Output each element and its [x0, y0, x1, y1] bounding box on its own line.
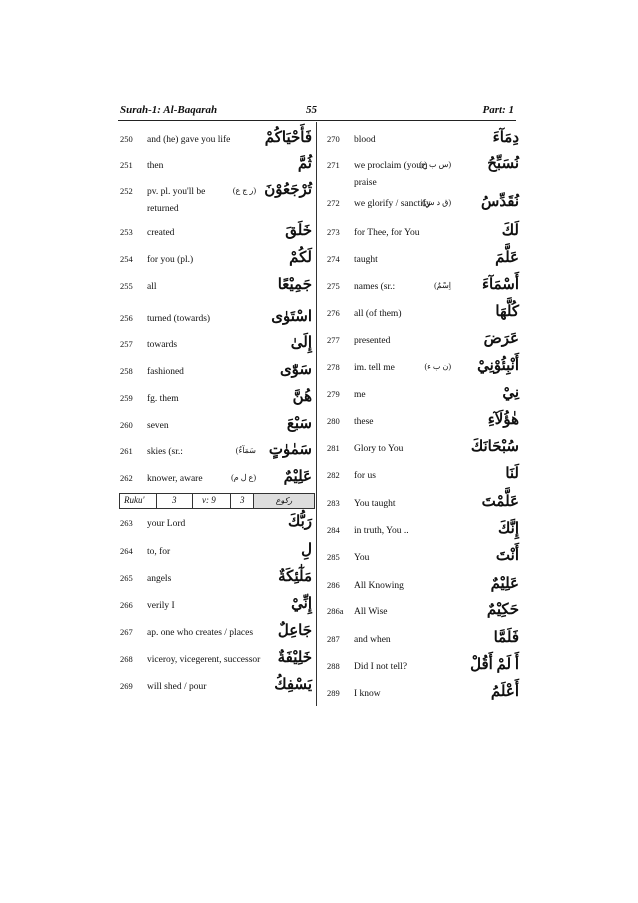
- entry-number: 253: [120, 227, 133, 237]
- entry-number: 268: [120, 654, 133, 664]
- entry-number: 274: [327, 254, 340, 264]
- ruku-arabic: رکوع: [254, 494, 314, 508]
- column-divider: [316, 122, 317, 706]
- vocab-row: [327, 521, 523, 545]
- arabic-word: إِلَىٰ: [290, 335, 312, 351]
- arabic-word: نُسَبِّحُ: [487, 156, 519, 172]
- vocab-row: [327, 194, 523, 218]
- english-meaning: Did I not tell?: [354, 662, 408, 672]
- root-letters: (ن ب ء): [424, 362, 451, 371]
- arabic-word: أَ لَمْ أَقُلْ: [470, 657, 519, 673]
- entry-number: 271: [327, 160, 340, 170]
- entry-number: 275: [327, 281, 340, 291]
- vocab-row: [327, 130, 523, 154]
- arabic-word: إِنِّيْ: [291, 596, 312, 612]
- vocab-row: [327, 156, 523, 188]
- arabic-word: أَسْمَآءَ: [481, 277, 519, 293]
- english-meaning: to, for: [147, 547, 171, 557]
- arabic-word: عَلِيْمٌ: [490, 576, 519, 592]
- vocab-row: [120, 416, 316, 440]
- page-header: [120, 104, 514, 120]
- english-meaning: fashioned: [147, 367, 184, 377]
- english-meaning: all (of them): [354, 309, 402, 319]
- arabic-word: نِيْ: [502, 385, 519, 401]
- english-meaning: will shed / pour: [147, 682, 207, 692]
- english-meaning: im. tell me: [354, 363, 395, 373]
- arabic-word: خَلِيْفَةٌ: [277, 650, 312, 666]
- entry-number: 262: [120, 473, 133, 483]
- vocab-row: [120, 389, 316, 413]
- english-meaning: You: [354, 553, 370, 563]
- vocab-row: [120, 130, 316, 154]
- vocab-row: [327, 250, 523, 274]
- english-meaning: verily I: [147, 601, 175, 611]
- entry-number: 279: [327, 389, 340, 399]
- vocab-row: [120, 442, 316, 466]
- arabic-word: تُرْجَعُوْنَ: [264, 182, 312, 198]
- arabic-word: اسْتَوٰى: [271, 309, 312, 325]
- arabic-word: عَرَضَ: [483, 331, 519, 347]
- arabic-word: مَلٰٓئِكَةٌ: [278, 569, 312, 585]
- part-label: Part: 1: [482, 104, 514, 116]
- entry-number: 283: [327, 498, 340, 508]
- vocab-row: [327, 576, 523, 600]
- entry-number: 261: [120, 446, 133, 456]
- vocab-row: [120, 677, 316, 701]
- vocab-row: [120, 250, 316, 274]
- ruku-number: 3: [240, 495, 245, 505]
- vocab-row: [120, 569, 316, 593]
- entry-number: 269: [120, 681, 133, 691]
- entry-number: 273: [327, 227, 340, 237]
- vocab-row: [120, 514, 316, 538]
- arabic-word: أَنْتَ: [495, 548, 519, 564]
- arabic-word: خَلَقَ: [285, 223, 312, 239]
- vocab-row: [327, 385, 523, 409]
- vocab-row: [120, 277, 316, 301]
- english-meaning: all: [147, 282, 157, 292]
- english-meaning: blood: [354, 135, 376, 145]
- entry-number: 287: [327, 634, 340, 644]
- english-meaning: presented: [354, 336, 391, 346]
- entry-number: 259: [120, 393, 133, 403]
- vocab-row: [120, 596, 316, 620]
- vocab-row: [327, 358, 523, 382]
- vocab-row: [327, 494, 523, 518]
- root-letters: (س ب ح): [419, 160, 451, 169]
- ruku-count: 3: [172, 495, 177, 505]
- arabic-word: سُبْحَانَكَ: [470, 439, 519, 455]
- arabic-word: أَنْبِئُوْنِيْ: [477, 358, 519, 374]
- arabic-word: لَكُمْ: [289, 250, 312, 266]
- vocab-row: [327, 657, 523, 681]
- english-meaning: You taught: [354, 499, 396, 509]
- arabic-word: هٰؤُلَآءِ: [487, 412, 519, 428]
- page-number: 55: [306, 104, 317, 116]
- entry-number: 260: [120, 420, 133, 430]
- english-meaning: skies (sr.:: [147, 447, 183, 457]
- vocab-row: [327, 630, 523, 654]
- english-meaning: your Lord: [147, 519, 186, 529]
- english-meaning: seven: [147, 421, 169, 431]
- entry-number: 263: [120, 518, 133, 528]
- ruku-separator: [156, 494, 157, 508]
- arabic-word: لِ: [301, 542, 312, 558]
- english-meaning: then: [147, 161, 164, 171]
- vocab-row: [120, 650, 316, 674]
- english-meaning: for us: [354, 471, 376, 481]
- entry-number: 286a: [327, 606, 344, 616]
- entry-number: 266: [120, 600, 133, 610]
- entry-number: 280: [327, 416, 340, 426]
- arabic-word: يَسْفِكُ: [274, 677, 312, 693]
- english-meaning: pv. pl. you'll be: [147, 187, 206, 197]
- vocab-row: [327, 331, 523, 355]
- arabic-word: عَلَّمَ: [495, 250, 519, 266]
- english-meaning: for Thee, for You: [354, 228, 420, 238]
- entry-number: 281: [327, 443, 340, 453]
- header-rule: [118, 120, 516, 121]
- entry-number: 276: [327, 308, 340, 318]
- arabic-word: ثُمَّ: [297, 156, 312, 172]
- vocab-row: [120, 469, 316, 493]
- arabic-word: سَبْعَ: [286, 416, 312, 432]
- english-meaning: ap. one who creates / places: [147, 628, 254, 638]
- vocab-row: [327, 466, 523, 490]
- vocab-row: [120, 182, 316, 214]
- english-meaning: we proclaim (your): [354, 161, 428, 171]
- english-meaning-cont: praise: [354, 178, 377, 188]
- entry-number: 282: [327, 470, 340, 480]
- entry-number: 288: [327, 661, 340, 671]
- root-letters: (ر ج ع): [232, 186, 256, 195]
- english-meaning: knower, aware: [147, 474, 203, 484]
- arabic-word: عَلِيْمٌ: [283, 469, 312, 485]
- english-meaning: taught: [354, 255, 378, 265]
- vocab-row: [120, 362, 316, 386]
- ruku-bar: [119, 493, 315, 509]
- vocab-row: [327, 602, 523, 626]
- entry-number: 254: [120, 254, 133, 264]
- arabic-word: لَنَا: [505, 466, 519, 482]
- arabic-word: هُنَّ: [292, 389, 312, 405]
- english-meaning: viceroy, vicegerent, successor: [147, 655, 261, 665]
- english-meaning: in truth, You ..: [354, 526, 409, 536]
- arabic-word: سَوّٰى: [279, 362, 312, 378]
- arabic-word: حَكِيْمٌ: [486, 602, 519, 618]
- entry-number: 286: [327, 580, 340, 590]
- english-meaning: All Knowing: [354, 581, 404, 591]
- ruku-separator: [192, 494, 193, 508]
- vocab-row: [120, 156, 316, 180]
- english-meaning: I know: [354, 689, 381, 699]
- english-meaning: Glory to You: [354, 444, 404, 454]
- english-meaning: fg. them: [147, 394, 179, 404]
- surah-title: Surah-1: Al-Baqarah: [120, 104, 218, 116]
- root-letters: (ق د س): [422, 198, 451, 207]
- ruku-verses: v: 9: [202, 495, 216, 505]
- arabic-word: جَمِيْعًا: [277, 277, 312, 293]
- vocab-row: [120, 223, 316, 247]
- root-letters: اِسْمٌ): [434, 281, 451, 290]
- vocab-row: [327, 223, 523, 247]
- english-meaning: for you (pl.): [147, 255, 194, 265]
- entry-number: 272: [327, 198, 340, 208]
- ruku-label: Ruku': [124, 495, 145, 505]
- english-meaning: created: [147, 228, 175, 238]
- arabic-word: عَلَّمْتَ: [481, 494, 519, 510]
- arabic-word: فَأَحْيَاكُمْ: [264, 130, 312, 146]
- arabic-word: كُلَّهَا: [495, 304, 519, 320]
- vocab-row: [120, 542, 316, 566]
- english-meaning: we glorify / sanctify: [354, 199, 431, 209]
- english-meaning: and (he) gave you life: [147, 135, 231, 145]
- root-letters: (ع ل م): [231, 473, 256, 482]
- entry-number: 255: [120, 281, 133, 291]
- entry-number: 250: [120, 134, 133, 144]
- english-meaning: names (sr.:: [354, 282, 396, 292]
- entry-number: 284: [327, 525, 340, 535]
- vocab-row: [120, 309, 316, 333]
- english-meaning: and when: [354, 635, 391, 645]
- arabic-word: دِمَآءَ: [492, 130, 519, 146]
- english-meaning: towards: [147, 340, 178, 350]
- entry-number: 285: [327, 552, 340, 562]
- entry-number: 270: [327, 134, 340, 144]
- vocab-row: [120, 623, 316, 647]
- vocab-row: [327, 304, 523, 328]
- vocab-row: [327, 548, 523, 572]
- english-meaning-cont: returned: [147, 204, 179, 214]
- vocab-row: [327, 412, 523, 436]
- vocab-row: [120, 335, 316, 359]
- entry-number: 258: [120, 366, 133, 376]
- arabic-word: فَلَمَّا: [493, 630, 519, 646]
- arabic-word: نُقَدِّسُ: [481, 194, 519, 210]
- english-meaning: me: [354, 390, 366, 400]
- arabic-word: أَعْلَمُ: [490, 684, 519, 700]
- entry-number: 265: [120, 573, 133, 583]
- ruku-separator: [230, 494, 231, 508]
- vocab-row: [327, 439, 523, 463]
- arabic-word: إِنَّكَ: [498, 521, 519, 537]
- entry-number: 267: [120, 627, 133, 637]
- root-letters: سَمَآءٌ): [235, 446, 256, 455]
- english-meaning: these: [354, 417, 374, 427]
- vocab-row: [327, 277, 523, 301]
- arabic-word: جَاعِلٌ: [277, 623, 312, 639]
- entry-number: 264: [120, 546, 133, 556]
- entry-number: 256: [120, 313, 133, 323]
- entry-number: 251: [120, 160, 133, 170]
- english-meaning: angels: [147, 574, 172, 584]
- entry-number: 289: [327, 688, 340, 698]
- arabic-word: رَبُّكَ: [287, 514, 312, 530]
- entry-number: 257: [120, 339, 133, 349]
- arabic-word: سَمٰوٰتٍ: [268, 442, 312, 458]
- vocab-row: [327, 684, 523, 708]
- entry-number: 278: [327, 362, 340, 372]
- entry-number: 252: [120, 186, 133, 196]
- english-meaning: turned (towards): [147, 314, 211, 324]
- english-meaning: All Wise: [354, 607, 388, 617]
- entry-number: 277: [327, 335, 340, 345]
- arabic-word: لَكَ: [501, 223, 519, 239]
